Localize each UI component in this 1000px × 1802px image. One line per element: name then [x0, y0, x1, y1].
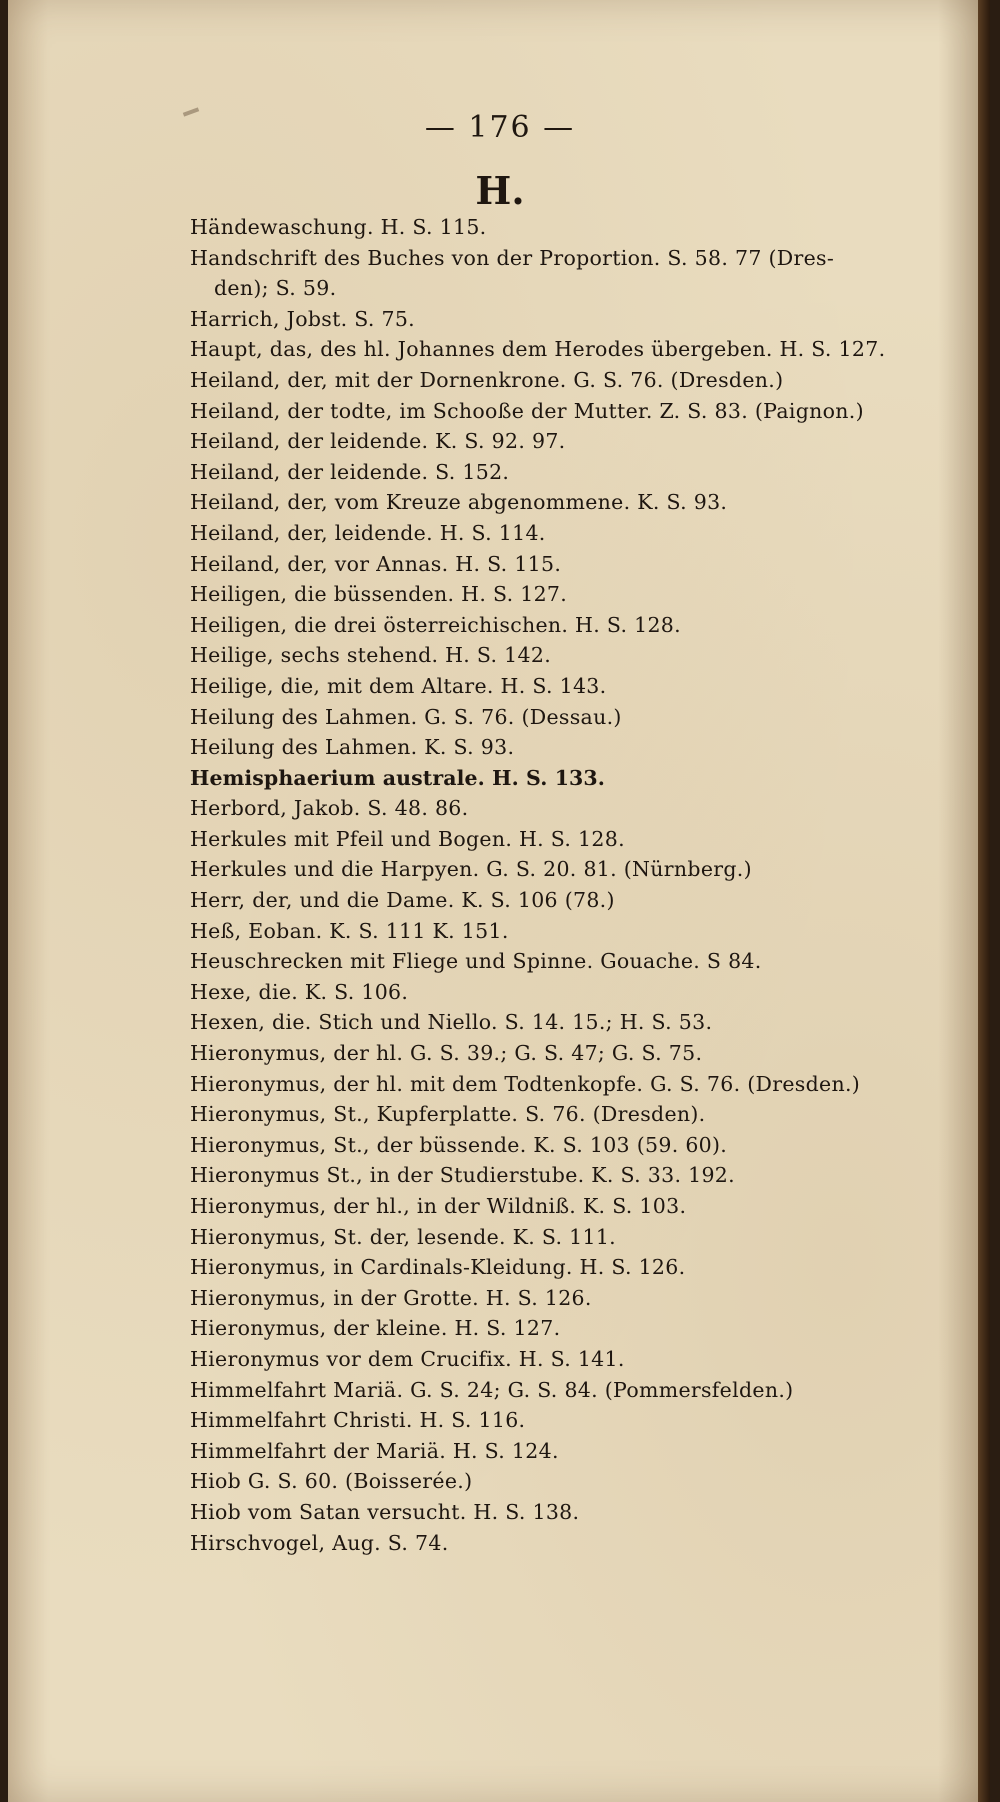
index-entry: Heiland, der, leidende. H. S. 114. — [190, 520, 546, 545]
index-entry: Hieronymus, der kleine. H. S. 127. — [190, 1316, 561, 1341]
index-entry: Herkules mit Pfeil und Bogen. H. S. 128. — [190, 826, 625, 851]
index-entry: Heiland, der todte, im Schooße der Mutter. Z. S. 83. (Paignon.) — [190, 398, 864, 423]
index-entry: Hirschvogel, Aug. S. 74. — [190, 1530, 449, 1555]
index-entry: Heiligen, die büssenden. H. S. 127. — [190, 582, 568, 607]
index-entry: Himmelfahrt Mariä. G. S. 24; G. S. 84. (Pommersfelden.) — [190, 1377, 794, 1402]
index-entry: Hiob vom Satan versucht. H. S. 138. — [190, 1499, 580, 1524]
index-entry: Hieronymus, in Cardinals-Kleidung. H. S. 126. — [190, 1255, 686, 1280]
index-entry: Heiland, der, vor Annas. H. S. 115. — [190, 551, 562, 576]
index-entry: Hieronymus vor dem Crucifix. H. S. 141. — [190, 1346, 625, 1371]
index-entry: Hiob G. S. 60. (Boisserée.) — [190, 1469, 473, 1494]
index-entry: Herr, der, und die Dame. K. S. 106 (78.) — [190, 888, 615, 913]
index-entry: Händewaschung. H. S. 115. — [190, 215, 487, 239]
index-entry: Heiligen, die drei österreichischen. H. S. 128. — [190, 612, 681, 637]
index-entry: Hieronymus, St. der, lesende. K. S. 111. — [190, 1224, 617, 1249]
index-list — [190, 212, 950, 1558]
index-entry: Heiland, der leidende. S. 152. — [190, 459, 510, 484]
index-entry: Hieronymus, der hl. G. S. 39.; G. S. 47; G. S. 75. — [190, 1041, 703, 1066]
index-entry: Hexen, die. Stich und Niello. S. 14. 15.; H. S. 53. — [190, 1010, 713, 1035]
index-entry-latin: Hemisphaerium australe. H. S. 133. — [190, 765, 606, 790]
index-entry: Hieronymus, in der Grotte. H. S. 126. — [190, 1285, 592, 1310]
index-entry: Hieronymus, der hl., in der Wildniß. K. S. 103. — [190, 1194, 687, 1218]
index-entry-continuation: den); S. 59. — [214, 276, 337, 301]
index-entry: Hieronymus St., in der Studierstube. K. S. 33. 192. — [190, 1163, 735, 1188]
index-entry: Heiland, der, mit der Dornenkrone. G. S. 76. (Dresden.) — [190, 367, 784, 392]
index-entry: Heiland, der, vom Kreuze abgenommene. K. S. 93. — [190, 490, 728, 515]
index-entry: Himmelfahrt der Mariä. H. S. 124. — [190, 1438, 559, 1463]
index-entry: Heilung des Lahmen. K. S. 93. — [190, 735, 515, 760]
index-entry: Heiland, der leidende. K. S. 92. 97. — [190, 429, 566, 454]
index-entry: Harrich, Jobst. S. 75. — [190, 306, 415, 331]
index-entry: Hieronymus, St., der büssende. K. S. 103 (59. 60). — [190, 1132, 728, 1157]
index-entry: Hexe, die. K. S. 106. — [190, 979, 409, 1004]
index-entry: Handschrift des Buches von der Proportion. S. 58. 77 (Dres- — [190, 245, 835, 270]
index-entry: Himmelfahrt Christi. H. S. 116. — [190, 1408, 526, 1433]
section-heading: H. — [475, 168, 525, 213]
index-entry: Heilige, die, mit dem Altare. H. S. 143. — [190, 673, 607, 698]
index-entry: Herkules und die Harpyen. G. S. 20. 81. (Nürnberg.) — [190, 857, 752, 882]
index-entry: Heilung des Lahmen. G. S. 76. (Dessau.) — [190, 704, 622, 729]
page-edge — [978, 0, 990, 1802]
index-entry: Herbord, Jakob. S. 48. 86. — [190, 796, 469, 821]
index-entry: Hieronymus, der hl. mit dem Todtenkopfe. G. S. 76. (Dresden.) — [190, 1071, 861, 1096]
index-entry: Heilige, sechs stehend. H. S. 142. — [190, 643, 552, 668]
index-entry: Heß, Eoban. K. S. 111 K. 151. — [190, 918, 509, 943]
index-entry: Hieronymus, St., Kupferplatte. S. 76. (Dresden). — [190, 1102, 706, 1127]
page-number: — 176 — — [424, 110, 576, 145]
index-entry: Haupt, das, des hl. Johannes dem Herodes übergeben. H. S. 127. — [190, 337, 886, 362]
index-entry: Heuschrecken mit Fliege und Spinne. Gouache. S 84. — [190, 949, 762, 974]
